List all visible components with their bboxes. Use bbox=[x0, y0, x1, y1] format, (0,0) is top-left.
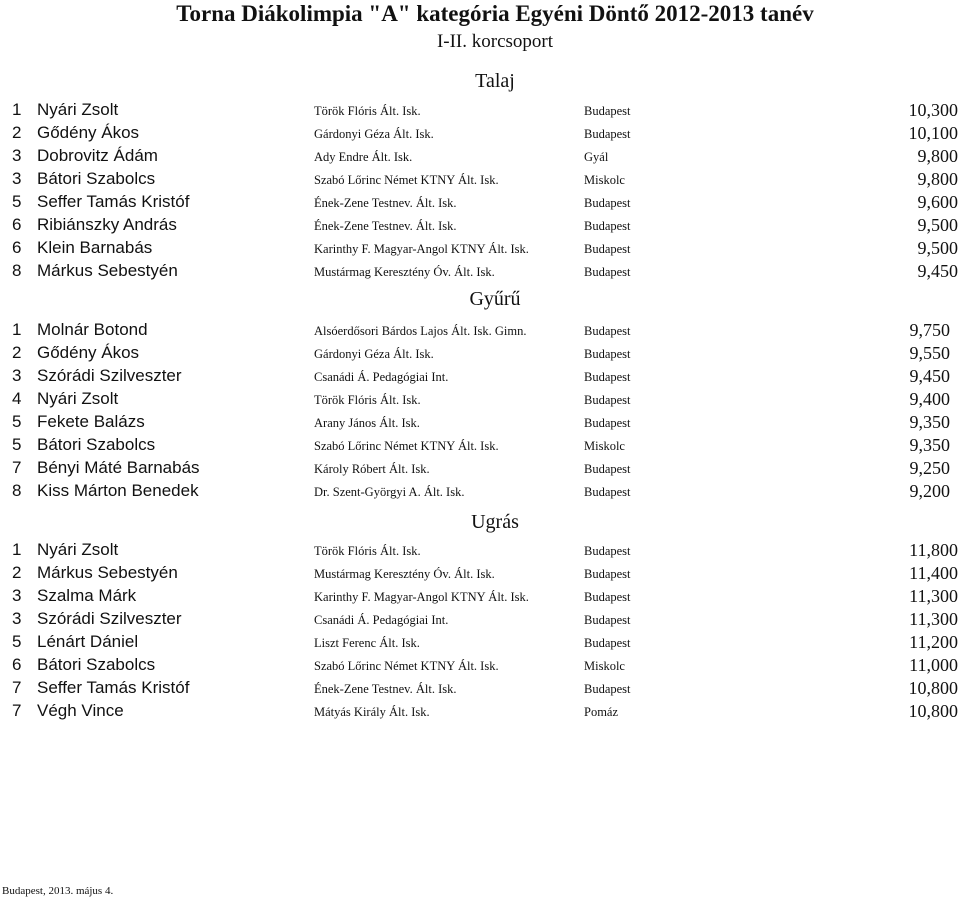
school: Ének-Zene Testnev. Ált. Isk. bbox=[314, 219, 457, 233]
city: Budapest bbox=[584, 636, 631, 650]
score: 9,450 bbox=[909, 366, 950, 386]
score: 9,250 bbox=[909, 458, 950, 478]
school: Ének-Zene Testnev. Ált. Isk. bbox=[314, 682, 457, 696]
city: Budapest bbox=[584, 347, 631, 361]
score: 9,800 bbox=[917, 169, 958, 189]
score: 11,000 bbox=[909, 655, 958, 675]
result-row bbox=[0, 122, 960, 145]
athlete-name: Seffer Tamás Kristóf bbox=[37, 192, 190, 211]
city: Budapest bbox=[584, 127, 631, 141]
school: Gárdonyi Géza Ált. Isk. bbox=[314, 127, 434, 141]
score: 10,800 bbox=[908, 678, 958, 698]
athlete-name: Szalma Márk bbox=[37, 586, 137, 605]
city: Budapest bbox=[584, 544, 631, 558]
score: 10,300 bbox=[908, 100, 958, 120]
rank: 2 bbox=[12, 123, 22, 142]
document-subtitle: I-II. korcsoport bbox=[436, 31, 554, 52]
city: Budapest bbox=[584, 590, 631, 604]
score: 9,500 bbox=[917, 238, 958, 258]
school: Gárdonyi Géza Ált. Isk. bbox=[314, 347, 434, 361]
school: Arany János Ált. Isk. bbox=[314, 416, 420, 430]
footer-date: Budapest, 2013. május 4. bbox=[2, 885, 114, 897]
score: 10,800 bbox=[908, 701, 958, 721]
score: 11,200 bbox=[909, 632, 958, 652]
athlete-name: Márkus Sebestyén bbox=[37, 261, 178, 280]
city: Budapest bbox=[584, 370, 631, 384]
school: Csanádi Á. Pedagógiai Int. bbox=[314, 613, 449, 627]
result-row bbox=[0, 260, 960, 283]
result-row bbox=[0, 480, 960, 503]
result-row bbox=[0, 539, 960, 562]
athlete-name: Klein Barnabás bbox=[37, 238, 153, 257]
city: Budapest bbox=[584, 219, 631, 233]
result-row bbox=[0, 342, 960, 365]
athlete-name: Szórádi Szilveszter bbox=[37, 366, 182, 385]
city: Budapest bbox=[584, 567, 631, 581]
results-list-talaj bbox=[0, 99, 960, 283]
city: Budapest bbox=[584, 485, 631, 499]
result-row bbox=[0, 365, 960, 388]
rank: 1 bbox=[12, 320, 22, 339]
result-row bbox=[0, 191, 960, 214]
score: 11,300 bbox=[909, 586, 958, 606]
city: Budapest bbox=[584, 104, 631, 118]
rank: 3 bbox=[12, 146, 22, 165]
result-row bbox=[0, 411, 960, 434]
school: Ady Endre Ált. Isk. bbox=[314, 150, 413, 164]
rank: 2 bbox=[12, 563, 22, 582]
section-heading-gyuru: Gyűrű bbox=[469, 288, 521, 310]
result-row bbox=[0, 168, 960, 191]
school: Dr. Szent-Györgyi A. Ált. Isk. bbox=[314, 485, 465, 499]
score: 11,400 bbox=[909, 563, 958, 583]
athlete-name: Szórádi Szilveszter bbox=[37, 609, 182, 628]
rank: 6 bbox=[12, 238, 22, 257]
city: Budapest bbox=[584, 613, 631, 627]
score: 9,600 bbox=[917, 192, 958, 212]
athlete-name: Márkus Sebestyén bbox=[37, 563, 178, 582]
athlete-name: Gődény Ákos bbox=[37, 343, 140, 362]
results-list-gyuru bbox=[0, 319, 960, 503]
school: Ének-Zene Testnev. Ált. Isk. bbox=[314, 196, 457, 210]
score: 9,350 bbox=[909, 435, 950, 455]
result-row bbox=[0, 654, 960, 677]
city: Gyál bbox=[584, 150, 609, 164]
school: Török Flóris Ált. Isk. bbox=[314, 393, 421, 407]
city: Budapest bbox=[584, 462, 631, 476]
school: Török Flóris Ált. Isk. bbox=[314, 104, 421, 118]
result-row bbox=[0, 677, 960, 700]
rank: 8 bbox=[12, 481, 22, 500]
rank: 2 bbox=[12, 343, 22, 362]
rank: 7 bbox=[12, 678, 22, 697]
athlete-name: Kiss Márton Benedek bbox=[37, 481, 199, 500]
athlete-name: Molnár Botond bbox=[37, 320, 148, 339]
result-row bbox=[0, 700, 960, 723]
athlete-name: Ribiánszky András bbox=[37, 215, 177, 234]
city: Miskolc bbox=[584, 439, 625, 453]
school: Karinthy F. Magyar-Angol KTNY Ált. Isk. bbox=[314, 590, 529, 604]
score: 10,100 bbox=[908, 123, 958, 143]
score: 11,800 bbox=[909, 540, 958, 560]
city: Budapest bbox=[584, 196, 631, 210]
athlete-name: Bátori Szabolcs bbox=[37, 655, 156, 674]
athlete-name: Fekete Balázs bbox=[37, 412, 145, 431]
school: Mustármag Keresztény Óv. Ált. Isk. bbox=[314, 265, 495, 279]
rank: 6 bbox=[12, 215, 22, 234]
rank: 3 bbox=[12, 609, 22, 628]
city: Miskolc bbox=[584, 173, 625, 187]
result-row bbox=[0, 457, 960, 480]
athlete-name: Bátori Szabolcs bbox=[37, 435, 156, 454]
result-row bbox=[0, 631, 960, 654]
school: Liszt Ferenc Ált. Isk. bbox=[314, 636, 420, 650]
section-heading-ugras: Ugrás bbox=[471, 511, 519, 533]
school: Szabó Lőrinc Német KTNY Ált. Isk. bbox=[314, 173, 499, 187]
rank: 3 bbox=[12, 366, 22, 385]
school: Csanádi Á. Pedagógiai Int. bbox=[314, 370, 449, 384]
athlete-name: Gődény Ákos bbox=[37, 123, 140, 142]
rank: 6 bbox=[12, 655, 22, 674]
school: Mátyás Király Ált. Isk. bbox=[314, 705, 430, 719]
athlete-name: Bényi Máté Barnabás bbox=[37, 458, 200, 477]
rank: 7 bbox=[12, 458, 22, 477]
athlete-name: Dobrovitz Ádám bbox=[37, 146, 158, 165]
city: Budapest bbox=[584, 682, 631, 696]
section-heading-talaj: Talaj bbox=[475, 70, 515, 92]
school: Szabó Lőrinc Német KTNY Ált. Isk. bbox=[314, 659, 499, 673]
rank: 5 bbox=[12, 435, 22, 454]
rank: 3 bbox=[12, 586, 22, 605]
rank: 5 bbox=[12, 632, 22, 651]
rank: 3 bbox=[12, 169, 22, 188]
result-row bbox=[0, 99, 960, 122]
score: 9,500 bbox=[917, 215, 958, 235]
school: Török Flóris Ált. Isk. bbox=[314, 544, 421, 558]
city: Pomáz bbox=[584, 705, 619, 719]
athlete-name: Végh Vince bbox=[37, 701, 124, 720]
result-row bbox=[0, 319, 960, 342]
athlete-name: Nyári Zsolt bbox=[37, 540, 119, 559]
result-row bbox=[0, 214, 960, 237]
city: Budapest bbox=[584, 416, 631, 430]
result-row bbox=[0, 145, 960, 168]
result-row bbox=[0, 608, 960, 631]
result-row bbox=[0, 585, 960, 608]
rank: 1 bbox=[12, 100, 22, 119]
score: 9,350 bbox=[909, 412, 950, 432]
rank: 7 bbox=[12, 701, 22, 720]
athlete-name: Bátori Szabolcs bbox=[37, 169, 156, 188]
result-row bbox=[0, 562, 960, 585]
city: Miskolc bbox=[584, 659, 625, 673]
result-row bbox=[0, 237, 960, 260]
rank: 1 bbox=[12, 540, 22, 559]
rank: 8 bbox=[12, 261, 22, 280]
school: Alsóerdősori Bárdos Lajos Ált. Isk. Gimn. bbox=[314, 324, 527, 338]
city: Budapest bbox=[584, 242, 631, 256]
school: Mustármag Keresztény Óv. Ált. Isk. bbox=[314, 567, 495, 581]
city: Budapest bbox=[584, 393, 631, 407]
result-row bbox=[0, 388, 960, 411]
score: 9,400 bbox=[909, 389, 950, 409]
rank: 5 bbox=[12, 192, 22, 211]
city: Budapest bbox=[584, 324, 631, 338]
athlete-name: Seffer Tamás Kristóf bbox=[37, 678, 190, 697]
rank: 4 bbox=[12, 389, 22, 408]
school: Szabó Lőrinc Német KTNY Ált. Isk. bbox=[314, 439, 499, 453]
athlete-name: Lénárt Dániel bbox=[37, 632, 139, 651]
score: 9,800 bbox=[917, 146, 958, 166]
school: Karinthy F. Magyar-Angol KTNY Ált. Isk. bbox=[314, 242, 529, 256]
city: Budapest bbox=[584, 265, 631, 279]
athlete-name: Nyári Zsolt bbox=[37, 389, 119, 408]
score: 9,450 bbox=[917, 261, 958, 281]
score: 9,200 bbox=[909, 481, 950, 501]
score: 9,550 bbox=[909, 343, 950, 363]
document-title: Torna Diákolimpia "A" kategória Egyéni Döntő 2012-2013 tanév bbox=[176, 1, 814, 26]
results-list-ugras bbox=[0, 539, 960, 723]
result-row bbox=[0, 434, 960, 457]
score: 9,750 bbox=[909, 320, 950, 340]
rank: 5 bbox=[12, 412, 22, 431]
athlete-name: Nyári Zsolt bbox=[37, 100, 119, 119]
school: Károly Róbert Ált. Isk. bbox=[314, 462, 430, 476]
score: 11,300 bbox=[909, 609, 958, 629]
